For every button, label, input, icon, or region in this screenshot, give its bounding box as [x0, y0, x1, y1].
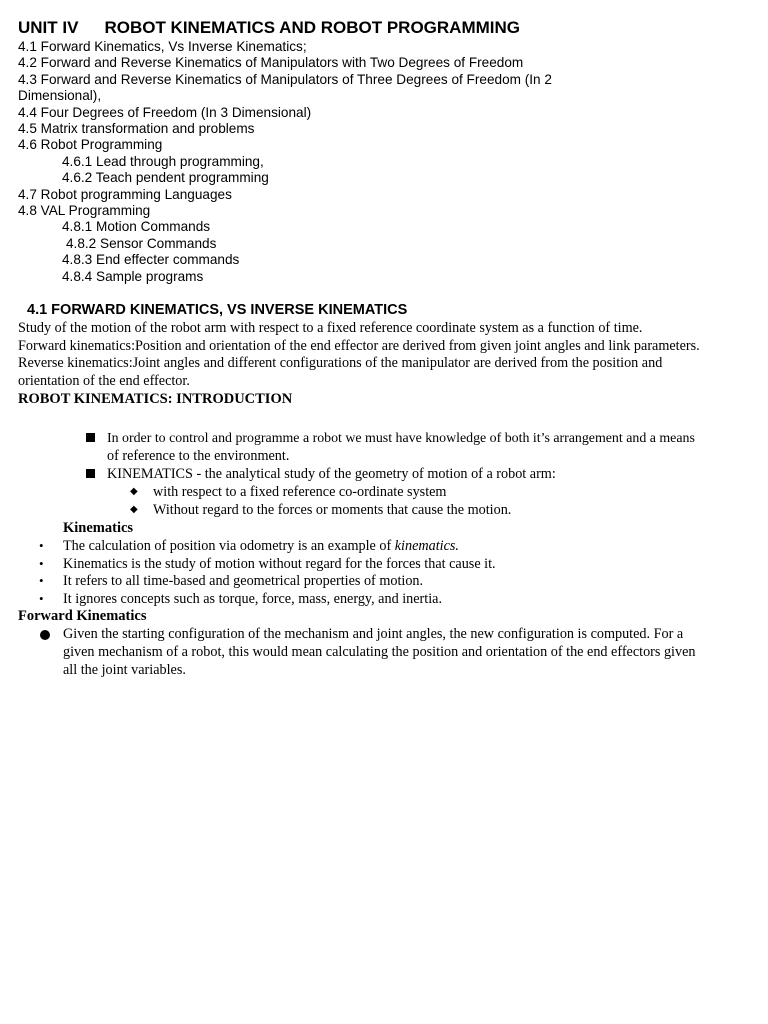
toc-item: 4.5 Matrix transformation and problems — [18, 121, 255, 137]
intro-bullet-line: In order to control and programme a robot we must have knowledge of both it’s arrangement and a means — [107, 431, 695, 446]
kinematics-item: It ignores concepts such as torque, force, mass, energy, and inertia. — [63, 591, 442, 607]
kinematics-item — [63, 538, 459, 556]
unit-title: ROBOT KINEMATICS AND ROBOT PROGRAMMING — [104, 18, 520, 37]
kinematics-item: Kinematics is the study of motion without regard for the forces that cause it. — [63, 556, 496, 572]
kinematics-item-emphasis: kinematics. — [394, 538, 459, 554]
unit-header — [18, 18, 520, 38]
toc-item: 4.6 Robot Programming — [18, 137, 163, 153]
forward-line: Given the starting configuration of the mechanism and joint angles, the new configuration is computed. For a — [63, 626, 684, 642]
dot-bullet-icon: • — [39, 556, 44, 571]
toc-item: 4.4 Four Degrees of Freedom (In 3 Dimensional) — [18, 104, 312, 120]
disc-bullet-icon — [40, 630, 50, 640]
kinematics-item-text: The calculation of position via odometry is an example of — [63, 538, 395, 554]
diamond-bullet-icon: ◆ — [130, 504, 138, 515]
toc-item: 4.7 Robot programming Languages — [18, 186, 232, 202]
square-bullet-icon — [86, 433, 95, 442]
toc-subitem: 4.8.1 Motion Commands — [62, 219, 211, 235]
diamond-bullet-icon: ◆ — [130, 486, 138, 497]
toc-subitem: 4.8.3 End effecter commands — [62, 252, 240, 268]
paragraph-line: orientation of the end effector. — [18, 372, 190, 389]
dot-bullet-icon: • — [39, 591, 44, 606]
table-of-contents — [18, 39, 552, 285]
toc-subitem: 4.6.2 Teach pendent programming — [62, 170, 269, 186]
forward-line: given mechanism of a robot, this would mean calculating the position and orientation of the end effectors given — [63, 644, 696, 660]
toc-item: 4.8 VAL Programming — [18, 203, 151, 219]
kinematics-heading: Kinematics — [63, 520, 134, 536]
section-heading: 4.1 FORWARD KINEMATICS, VS INVERSE KINEMATICS — [27, 302, 408, 318]
intro-bullet-line: of reference to the environment. — [107, 448, 290, 464]
toc-subitem: 4.8.2 Sensor Commands — [66, 235, 217, 251]
toc-item: 4.1 Forward Kinematics, Vs Inverse Kinematics; — [18, 39, 307, 54]
section-body — [18, 320, 700, 390]
paragraph-line: Study of the motion of the robot arm with respect to a fixed reference coordinate system as a function of time. — [18, 320, 643, 336]
kinematics-item: It refers to all time-based and geometrical properties of motion. — [63, 573, 424, 589]
toc-item: Dimensional), — [18, 88, 102, 104]
forward-kinematics-heading: Forward Kinematics — [18, 608, 147, 624]
unit-number: UNIT IV — [18, 18, 79, 37]
toc-subitem: 4.6.1 Lead through programming, — [62, 153, 264, 169]
square-bullet-icon — [86, 469, 95, 478]
dot-bullet-icon: • — [39, 573, 44, 588]
toc-subitem: 4.8.4 Sample programs — [62, 268, 204, 284]
dot-bullet-icon: • — [39, 538, 44, 553]
toc-item: 4.3 Forward and Reverse Kinematics of Manipulators of Three Degrees of Freedom (In 2 — [18, 71, 552, 87]
intro-heading: ROBOT KINEMATICS: INTRODUCTION — [18, 391, 293, 407]
paragraph-line: Reverse kinematics:Joint angles and different configurations of the manipulator are derived from the position and — [18, 355, 663, 372]
toc-item: 4.2 Forward and Reverse Kinematics of Manipulators with Two Degrees of Freedom — [18, 55, 524, 71]
intro-subbullet: Without regard to the forces or moments that cause the motion. — [153, 502, 512, 518]
forward-line: all the joint variables. — [63, 662, 186, 678]
intro-bullet-line: KINEMATICS - the analytical study of the geometry of motion of a robot arm: — [107, 466, 556, 482]
paragraph-line: Forward kinematics:Position and orientation of the end effector are derived from given joint angles and link parameters. — [18, 337, 700, 354]
intro-subbullet: with respect to a fixed reference co-ordinate system — [153, 484, 447, 500]
